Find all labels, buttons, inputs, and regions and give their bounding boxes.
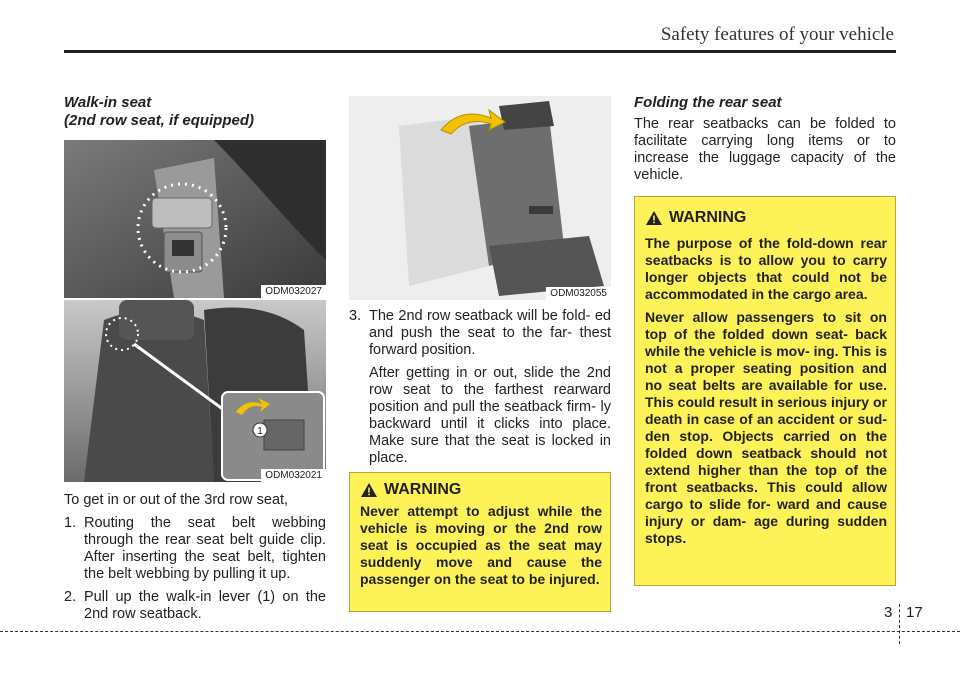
warning-header: [645, 209, 887, 227]
warning-title: WARNING: [669, 209, 747, 226]
step-number: 3.: [349, 308, 362, 324]
walk-in-intro: To get in or out of the 3rd row seat,: [64, 492, 289, 508]
photo-label-odm032055: ODM032055: [546, 287, 611, 300]
page-number: 17: [906, 604, 923, 621]
step-text: The 2nd row seatback will be fold- ed and push the seat to the far- thest forward position.: [369, 308, 611, 358]
list-item: [64, 515, 326, 583]
column-folding-rear-seat: [634, 94, 896, 546]
warning-box-fold-down: [634, 196, 896, 586]
header-rule: [64, 50, 896, 53]
seat-fold-photo: [349, 96, 611, 300]
step-text: Pull up the walk-in lever (1) on the 2nd row seatback.: [84, 589, 326, 622]
seat-belt-guide-illustration: [64, 140, 326, 298]
step-number: 1.: [64, 515, 77, 531]
chapter-number: 3: [884, 604, 893, 621]
warning-triangle-icon: [360, 482, 378, 498]
list-item: [349, 308, 611, 359]
photo-label-odm032021: ODM032021: [261, 469, 326, 482]
column-walk-in-seat: [64, 94, 326, 629]
walk-in-steps: [64, 515, 326, 623]
lever-callout-number: 1: [257, 426, 263, 437]
header-title: Safety features of your vehicle: [660, 24, 894, 45]
walk-in-lever-photo: [64, 300, 326, 482]
seat-fold-illustration: [349, 96, 611, 300]
folding-intro-text: The rear seatbacks can be folded to facilitate carrying long items or to increase the luggage capacity of the vehicle.: [634, 116, 896, 183]
list-item: [64, 589, 326, 623]
section-title-folding-rear-seat: Folding the rear seat: [634, 94, 782, 111]
footer-rule: [0, 631, 960, 632]
warning-title: WARNING: [384, 481, 462, 498]
warning-paragraph-1: The purpose of the fold-down rear seatbacks is to allow you to carry longer objects that could not be accommodated in the cargo area.: [645, 235, 887, 302]
warning-paragraph-2: Never allow passengers to sit on top of the folded down seat- back while the vehicle is mov- ing. This is not a proper seating position and no seat belts are available for use. This could result in serious injury or death in case of an accident or sud- den stop. Objects carried on the folded down seatback should not extend higher than the top of the front seatbacks. This could allow cargo to slide for- ward and cause injury or dam- age during sudden stops.: [645, 309, 887, 546]
step3-extra-text: After getting in or out, slide the 2nd row seat to the farthest rearward position and pull the seatback firm- ly backward until it clicks into place. Make sure that the seat is locked in place.: [369, 365, 611, 466]
warning-triangle-icon: [645, 210, 663, 226]
page-number-separator: [899, 604, 901, 644]
section-title-walk-in-seat: Walk-in seat (2nd row seat, if equipped): [64, 94, 255, 129]
walk-in-lever-illustration: [64, 300, 326, 482]
walk-in-steps-continued: [349, 308, 611, 359]
warning-header: [360, 481, 602, 499]
step-number: 2.: [64, 589, 77, 605]
warning-box-seat-adjust: [349, 472, 611, 612]
column-walk-in-continued: [349, 96, 611, 587]
step-text: Routing the seat belt webbing through the rear seat belt guide clip. After inserting the seat belt, tighten the belt webbing by pulling it up.: [84, 515, 326, 582]
photo-label-odm032027: ODM032027: [261, 285, 326, 298]
seat-belt-guide-photo: [64, 140, 326, 298]
warning-text: Never attempt to adjust while the vehicle is moving or the 2nd row seat is occupied as the seat may suddenly move and cause the passenger on the seat to be injured.: [360, 503, 602, 587]
